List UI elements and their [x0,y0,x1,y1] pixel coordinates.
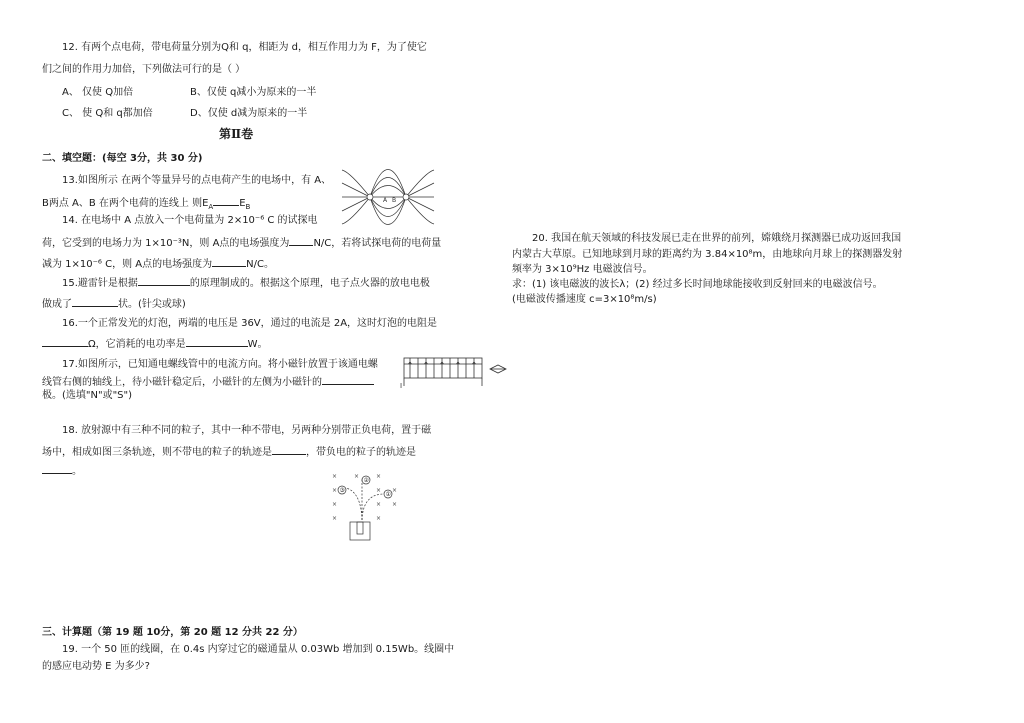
q12-line2: 们之间的作用力加倍，下列做法可行的是（ ） [42,64,246,75]
q18-line3-end: 。 [72,466,82,477]
q18-line2 [42,444,416,459]
q20-line5: (电磁波传播速度 c=3×10⁸m/s) [512,294,657,305]
q15-line1a: 15.避雷针是根据 [62,278,138,289]
q15-blank-1[interactable] [138,275,190,286]
q14-line2 [42,235,441,250]
q12-line1: 12. 有两个点电荷，带电荷量分别为Q和 q，相距为 d，相互作用力为 F，为了使它 [62,42,427,53]
solenoid-current-label: I [400,382,403,390]
q18-line2b: ，带负电的粒子的轨迹是 [306,447,416,458]
q20-line4: 求：(1) 该电磁波的波长λ；(2) 经过多长时间地球能接收到反射回来的电磁波信号。 [512,279,883,290]
q14-line1: 14. 在电场中 A 点放入一个电荷量为 2×10⁻⁶ C 的试探电 [62,215,318,226]
q17-line2 [42,374,374,389]
q20-line1: 20. 我国在航天领域的科技发展已走在世界的前列，嫦娥绕月探测器已成功返回我国 [532,233,902,244]
section3-header: 三、计算题（第 19 题 10分，第 20 题 12 分共 22 分） [42,627,303,638]
q18-line3 [42,463,82,478]
q18-blank-2[interactable] [42,463,72,474]
q18-blank-1[interactable] [272,444,306,455]
svg-text:×: × [376,487,382,494]
q19-line2: 的感应电动势 E 为多少? [42,661,150,672]
q14-line2a: 荷，它受到的电场力为 1×10⁻³N，则 A点的电场强度为 [42,238,290,249]
q18-line1: 18. 放射源中有三种不同的粒子，其中一种不带电，另两种分别带正负电荷，置于磁 [62,425,432,436]
q14-line3a: 减为 1×10⁻⁶ C，则 A点的电场强度为 [42,259,213,270]
q15-line2b: 状。(针尖或球) [118,299,186,310]
q16-blank-1[interactable] [42,336,88,347]
q13-line2 [42,195,250,214]
q13-line1: 13.如图所示 在两个等量异号的点电荷产生的电场中，有 A、 [62,175,332,186]
q13-sub-b: B [245,203,251,211]
q14-blank-2[interactable] [212,256,246,267]
volume-title: 第Ⅱ卷 [219,127,254,141]
svg-text:×: × [376,501,382,508]
section2-header: 二、填空题：(每空 3分，共 30 分) [42,153,203,164]
q17-line3: 极。(选填"N"或"S") [42,390,133,401]
svg-text:×: × [332,501,338,508]
track-label-2: ② [363,477,369,484]
q12-option-c: C、 使 Q和 q都加倍 [62,108,153,119]
q13-mid: E [239,198,246,209]
solenoid-figure [398,354,510,390]
svg-text:×: × [376,473,382,480]
svg-text:×: × [376,515,382,522]
q14-line3b: N/C。 [246,259,274,270]
q19-line1: 19. 一个 50 匝的线圈，在 0.4s 内穿过它的磁通量从 0.03Wb 增加到 0.15Wb。线圈中 [62,644,455,655]
svg-text:×: × [332,473,338,480]
track-label-3: ③ [339,487,345,494]
q15-line1 [62,275,430,290]
q12-option-d: D、仅使 d减为原来的一半 [190,108,308,119]
field-label-b: B [392,197,397,204]
q16-line2b: W。 [247,339,268,350]
q15-line1b: 的原理制成的。根据这个原理，电子点火器的放电电极 [189,278,430,289]
svg-text:×: × [354,473,360,480]
q16-blank-2[interactable] [186,336,248,347]
q20-line3: 频率为 3×10⁹Hz 电磁波信号。 [512,264,653,275]
q17-line2-text: 线管右侧的轴线上，待小磁针稳定后，小磁针的左侧为小磁针的 [42,377,322,388]
q12-option-a: A、 仅使 Q加倍 [62,87,134,98]
field-label-a: A [383,197,388,204]
q18-line2a: 场中，相成如图三条轨迹，则不带电的粒子的轨迹是 [42,447,272,458]
q13-line2-text: B两点 A、B 在两个电荷的连线上 则E [42,198,209,209]
svg-text:×: × [332,515,338,522]
q13-sub-a: A [208,203,214,211]
q14-line2b: N/C，若将试探电荷的电荷量 [313,238,442,249]
q15-line2 [42,296,186,311]
electric-field-figure [340,166,436,228]
q16-line1: 16.一个正常发光的灯泡，两端的电压是 36V，通过的电流是 2A，这时灯泡的电阻是 [62,318,438,329]
q12-option-b: B、仅使 q减小为原来的一半 [190,87,317,98]
q16-line2 [42,336,268,351]
q16-line2a: Ω，它消耗的电功率是 [88,339,186,350]
q17-blank[interactable] [322,374,374,385]
svg-text:×: × [392,501,398,508]
q17-line1: 17.如图所示，已知通电螺线管中的电流方向。将小磁针放置于该通电螺 [62,359,378,370]
track-label-1: ① [385,491,391,498]
q15-blank-2[interactable] [72,296,118,307]
q20-line2: 内蒙古大草原。已知地球到月球的距离约为 3.84×10⁸m，由地球向月球上的探测器发射 [512,249,903,260]
q15-line2a: 做成了 [42,299,72,310]
q13-answer-blank[interactable] [213,195,239,206]
q14-line3 [42,256,274,271]
svg-text:×: × [332,487,338,494]
svg-text:×: × [392,487,398,494]
radiation-tracks-figure [328,470,402,544]
q14-blank-1[interactable] [289,235,313,246]
